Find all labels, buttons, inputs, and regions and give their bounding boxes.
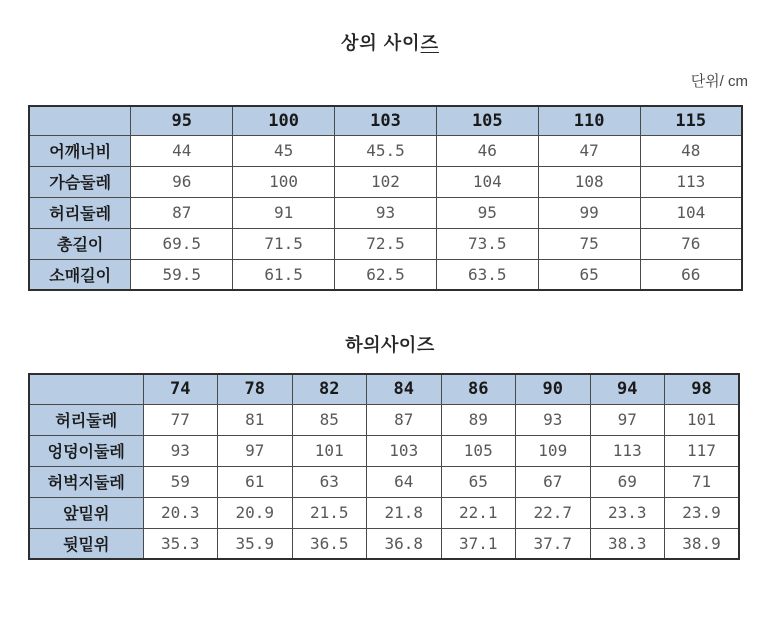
value-cell: 36.5 [292,528,367,559]
top-size-table [28,105,743,291]
value-cell: 113 [590,435,665,466]
row-label-cell: 엉덩이둘레 [29,435,143,466]
value-cell: 93 [143,435,218,466]
value-cell: 22.7 [516,497,591,528]
top-table-title-text: 상의 사이 [341,33,421,53]
size-header-cell: 115 [640,106,742,135]
size-header-cell: 100 [233,106,335,135]
value-cell: 89 [441,404,516,435]
size-header-cell: 98 [665,374,740,404]
size-header-cell: 94 [590,374,665,404]
value-cell: 105 [441,435,516,466]
row-label-cell: 앞밑위 [29,497,143,528]
top-table-title-underlined-char: 즈 [420,33,439,53]
value-cell: 77 [143,404,218,435]
value-cell: 67 [516,466,591,497]
row-label-cell: 총길이 [29,228,131,259]
value-cell: 37.7 [516,528,591,559]
table-row [29,435,739,466]
size-header-cell: 74 [143,374,218,404]
value-cell: 102 [335,166,437,197]
size-header-cell: 110 [538,106,640,135]
table-row [29,259,742,290]
value-cell: 69 [590,466,665,497]
row-label-cell: 허리둘레 [29,197,131,228]
value-cell: 99 [538,197,640,228]
value-cell: 45 [233,135,335,166]
table-row [29,497,739,528]
table-row [29,166,742,197]
size-header-cell: 84 [367,374,442,404]
value-cell: 36.8 [367,528,442,559]
value-cell: 37.1 [441,528,516,559]
bottom-table-title: 하의사이즈 [345,335,435,355]
value-cell: 81 [218,404,293,435]
value-cell: 87 [131,197,233,228]
value-cell: 63.5 [436,259,538,290]
unit-label: 단위/ cm [690,73,748,90]
row-label-cell: 허벅지둘레 [29,466,143,497]
value-cell: 47 [538,135,640,166]
value-cell: 85 [292,404,367,435]
value-cell: 45.5 [335,135,437,166]
value-cell: 95 [436,197,538,228]
table-row [29,197,742,228]
value-cell: 117 [665,435,740,466]
size-header-cell: 78 [218,374,293,404]
value-cell: 46 [436,135,538,166]
value-cell: 104 [640,197,742,228]
value-cell: 62.5 [335,259,437,290]
bottom-size-table [28,373,740,560]
value-cell: 61.5 [233,259,335,290]
size-header-cell: 103 [335,106,437,135]
table-row [29,404,739,435]
value-cell: 71 [665,466,740,497]
value-cell: 108 [538,166,640,197]
value-cell: 20.3 [143,497,218,528]
row-label-cell: 허리둘레 [29,404,143,435]
value-cell: 97 [590,404,665,435]
value-cell: 93 [335,197,437,228]
size-header-cell: 90 [516,374,591,404]
value-cell: 96 [131,166,233,197]
value-cell: 61 [218,466,293,497]
size-header-cell: 82 [292,374,367,404]
value-cell: 59.5 [131,259,233,290]
value-cell: 35.9 [218,528,293,559]
value-cell: 21.5 [292,497,367,528]
value-cell: 72.5 [335,228,437,259]
table-row [29,135,742,166]
value-cell: 20.9 [218,497,293,528]
value-cell: 101 [292,435,367,466]
top-table-title [0,29,780,55]
size-header-cell: 86 [441,374,516,404]
header-row [29,106,742,135]
table-row [29,466,739,497]
value-cell: 101 [665,404,740,435]
table-row [29,228,742,259]
value-cell: 109 [516,435,591,466]
value-cell: 65 [538,259,640,290]
value-cell: 104 [436,166,538,197]
corner-cell [29,106,131,135]
header-row [29,374,739,404]
value-cell: 65 [441,466,516,497]
value-cell: 22.1 [441,497,516,528]
value-cell: 69.5 [131,228,233,259]
value-cell: 75 [538,228,640,259]
value-cell: 44 [131,135,233,166]
value-cell: 23.3 [590,497,665,528]
value-cell: 38.9 [665,528,740,559]
row-label-cell: 소매길이 [29,259,131,290]
value-cell: 93 [516,404,591,435]
value-cell: 48 [640,135,742,166]
value-cell: 23.9 [665,497,740,528]
value-cell: 59 [143,466,218,497]
value-cell: 103 [367,435,442,466]
value-cell: 73.5 [436,228,538,259]
size-header-cell: 95 [131,106,233,135]
row-label-cell: 어깨너비 [29,135,131,166]
value-cell: 97 [218,435,293,466]
value-cell: 38.3 [590,528,665,559]
value-cell: 71.5 [233,228,335,259]
value-cell: 91 [233,197,335,228]
row-label-cell: 뒷밑위 [29,528,143,559]
value-cell: 100 [233,166,335,197]
corner-cell [29,374,143,404]
value-cell: 87 [367,404,442,435]
value-cell: 63 [292,466,367,497]
value-cell: 76 [640,228,742,259]
value-cell: 21.8 [367,497,442,528]
value-cell: 66 [640,259,742,290]
size-header-cell: 105 [436,106,538,135]
value-cell: 35.3 [143,528,218,559]
value-cell: 64 [367,466,442,497]
row-label-cell: 가슴둘레 [29,166,131,197]
table-row [29,528,739,559]
value-cell: 113 [640,166,742,197]
